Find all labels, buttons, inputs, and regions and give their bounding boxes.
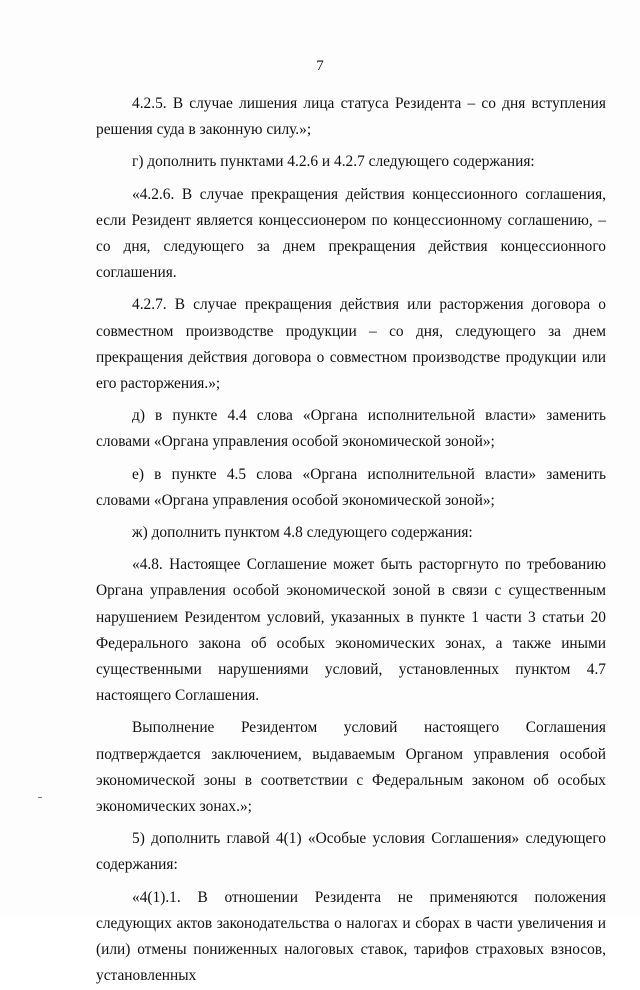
paragraph-4-1-1: «4(1).1. В отношении Резидента не применяются положения следующих актов законодательства о налогах и сборах в части увеличения и (или) отмены пониженных налоговых ставок, тарифов страховых взносов, установленных: [96, 888, 606, 985]
paragraph-fulfillment: Выполнение Резидентом условий настоящего Соглашения подтверждается заключением, выдаваемым Органом управления особой экономической зоны в соответствии с Федеральным законом об особых экономических зонах.»;: [96, 719, 606, 816]
paragraph-subitem-zh: ж) дополнить пунктом 4.8 следующего содержания:: [132, 524, 473, 542]
paragraph-subitem-e: е) в пункте 4.5 слова «Органа исполнительной власти» заменить словами «Органа управления особой экономической зоной»;: [96, 465, 606, 509]
paragraph-4-2-6: «4.2.6. В случае прекращения действия концессионного соглашения, если Резидент является концессионером по концессионному соглашению, – со дня, следующего за днем прекращения действия концессионного соглашения.: [96, 185, 606, 282]
paragraph-item-5: 5) дополнить главой 4(1) «Особые условия Соглашения» следующего содержания:: [96, 830, 606, 874]
margin-mark: [38, 797, 42, 798]
document-body: [96, 91, 606, 990]
paragraph-4-8: «4.8. Настоящее Соглашение может быть расторгнуто по требованию Органа управления особой экономической зоной в связи с существенным нарушением Резидентом условий, указанных в пункте 1 части 3 статьи 20 Федерального закона об особых экономических зонах, а также иными существенными нарушениями условий, установленных пунктом 4.7 настоящего Соглашения.: [96, 556, 606, 705]
page-number: 7: [316, 58, 324, 74]
paragraph-4-2-7: 4.2.7. В случае прекращения действия или расторжения договора о совместном производстве продукции – со дня, следующего за днем прекращения действия договора о совместном производстве продукции или его расторжения.»;: [96, 296, 606, 393]
paragraph-subitem-d: д) в пункте 4.4 слова «Органа исполнительной власти» заменить словами «Органа управления особой экономической зоной»;: [96, 407, 606, 451]
paragraph-subitem-g: г) дополнить пунктами 4.2.6 и 4.2.7 следующего содержания:: [132, 153, 535, 171]
paragraph-4-2-5: 4.2.5. В случае лишения лица статуса Резидента – со дня вступления решения суда в законную силу.»;: [96, 95, 606, 139]
